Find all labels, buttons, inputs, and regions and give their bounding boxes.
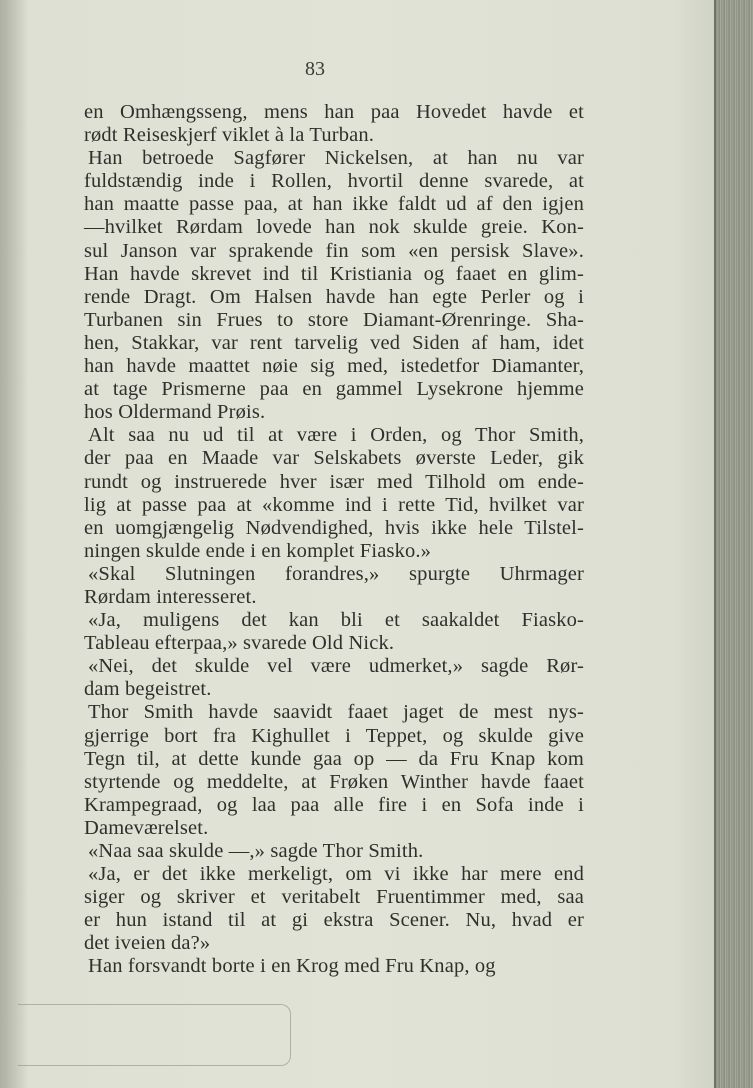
text-line: «Skal Slutningen forandres,» spurgte Uhrmager (88, 562, 584, 585)
text-line: Alt saa nu ud til at være i Orden, og Thor Smith, (88, 424, 584, 447)
paragraph (84, 955, 584, 978)
paragraph (84, 655, 584, 701)
text-line: gjerrige bort fra Kighullet i Teppet, og skulde give (84, 724, 584, 747)
paragraph (84, 609, 584, 655)
text-line: hos Oldermand Prøis. (84, 401, 266, 424)
text-line: han maatte passe paa, at han ikke faldt ud af den igjen (84, 193, 584, 216)
text-line: rende Dragt. Om Halsen havde han egte Perler og i (84, 285, 584, 308)
text-line: det iveien da?» (84, 932, 211, 955)
text-line: Tableau efterpaa,» svarede Old Nick. (84, 632, 395, 655)
book-page-stack (716, 0, 753, 1088)
text-line: han havde maattet nøie sig med, istedetfor Diamanter, (84, 355, 584, 378)
text-line: Han forsvandt borte i en Krog med Fru Knap, og (88, 955, 496, 978)
paragraph (84, 424, 584, 563)
text-line: «Ja, er det ikke merkeligt, om vi ikke har mere end (88, 863, 584, 886)
paragraph (84, 563, 584, 609)
text-line: er hun istand til at gi ekstra Scener. Nu, hvad er (84, 909, 584, 932)
body-text (84, 101, 584, 979)
paragraph (84, 863, 584, 955)
paragraph (84, 701, 584, 840)
library-stamp-outline (18, 1004, 291, 1066)
text-line: lig at passe paa at «komme ind i rette Tid, hvilket var (84, 493, 584, 516)
text-line: en uomgjængelig Nødvendighed, hvis ikke hele Tilstel- (84, 516, 584, 539)
text-line: siger og skriver et veritabelt Fruentimmer med, saa (84, 886, 584, 909)
text-line: Han havde skrevet ind til Kristiania og faaet en glim- (84, 262, 584, 285)
text-line: Han betroede Sagfører Nickelsen, at han nu var (88, 147, 584, 170)
text-line: styrtende og meddelte, at Frøken Winther havde faaet (84, 770, 584, 793)
text-line: Rørdam interesseret. (84, 585, 257, 608)
text-line: «Ja, muligens det kan bli et saakaldet Fiasko- (88, 609, 584, 632)
paragraph (84, 101, 584, 147)
text-line: hen, Stakkar, var rent tarvelig ved Siden af ham, idet (84, 331, 584, 354)
text-line: Thor Smith havde saavidt faaet jaget de mest nys- (88, 701, 584, 724)
text-line: rødt Reiseskjerf viklet à la Turban. (84, 124, 375, 147)
text-line: —hvilket Rørdam lovede han nok skulde greie. Kon- (84, 216, 584, 239)
text-line: rundt og instruerede hver især med Tilhold om ende- (84, 470, 584, 493)
text-line: Dameværelset. (84, 816, 209, 839)
text-line: der paa en Maade var Selskabets øverste Leder, gik (84, 447, 584, 470)
paragraph (84, 840, 584, 863)
page-number: 83 (305, 58, 325, 80)
page-edge-shadow (0, 0, 28, 1088)
text-line: sul Janson var sprakende fin som «en persisk Slave». (84, 239, 584, 262)
text-line: fuldstændig inde i Rollen, hvortil denne svarede, at (84, 170, 584, 193)
text-line: dam begeistret. (84, 678, 212, 701)
text-line: «Nei, det skulde vel være udmerket,» sagde Rør- (88, 655, 584, 678)
text-line: Krampegraad, og laa paa alle fire i en Sofa inde i (84, 793, 584, 816)
text-line: ningen skulde ende i en komplet Fiasko.» (84, 539, 432, 562)
text-line: Tegn til, at dette kunde gaa op — da Fru Knap kom (84, 747, 584, 770)
text-line: Turbanen sin Frues to store Diamant-Ørenringe. Sha- (84, 308, 584, 331)
text-line: en Omhængsseng, mens han paa Hovedet havde et (84, 101, 584, 123)
paragraph (84, 147, 584, 424)
text-line: «Naa saa skulde —,» sagde Thor Smith. (88, 840, 424, 862)
text-line: at tage Prismerne paa en gammel Lysekrone hjemme (84, 378, 584, 401)
